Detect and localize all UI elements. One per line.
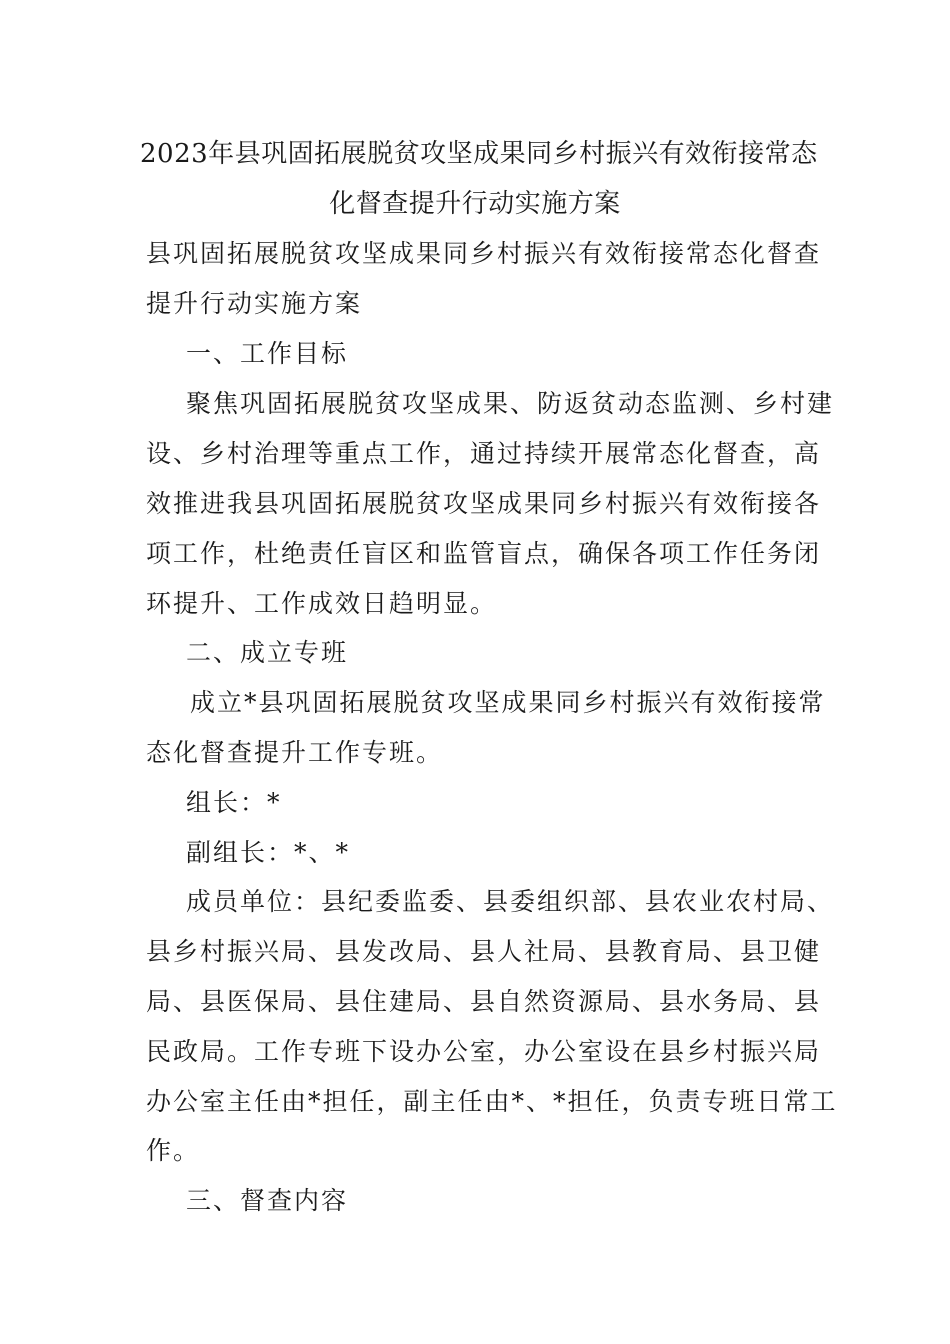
section-3-heading: 三、督查内容 [186,1186,349,1215]
subtitle-line-2: 提升行动实施方案 [146,289,363,318]
paragraph-line: 作。 [146,1136,201,1165]
paragraph-line: 民政局。工作专班下设办公室，办公室设在县乡村振兴局 [146,1037,822,1066]
paragraph-line: 成立*县巩固拓展脱贫攻坚成果同乡村振兴有效衔接常 [190,688,826,717]
deputy-leader-line: 副组长：*、* [186,838,351,867]
section-2-heading: 二、成立专班 [186,638,349,667]
paragraph-line: 成员单位：县纪委监委、县委组织部、县农业农村局、 [186,887,835,916]
paragraph-line: 县乡村振兴局、县发改局、县人社局、县教育局、县卫健 [146,937,822,966]
paragraph-line: 设、乡村治理等重点工作，通过持续开展常态化督查，高 [146,439,822,468]
paragraph-line: 办公室主任由*担任，副主任由*、*担任，负责专班日常工 [146,1087,838,1116]
leader-line: 组长：* [186,788,282,817]
paragraph-line: 聚焦巩固拓展脱贫攻坚成果、防返贫动态监测、乡村建 [186,389,835,418]
paragraph-line: 环提升、工作成效日趋明显。 [146,589,498,618]
paragraph-line: 项工作，杜绝责任盲区和监管盲点，确保各项工作任务闭 [146,539,822,568]
document-title-line-2: 化督查提升行动实施方案 [329,189,621,219]
section-1-heading: 一、工作目标 [186,339,349,368]
paragraph-line: 局、县医保局、县住建局、县自然资源局、县水务局、县 [146,987,822,1016]
document-title-line-1: 2023年县巩固拓展脱贫攻坚成果同乡村振兴有效衔接常态 [140,139,818,169]
subtitle-line-1: 县巩固拓展脱贫攻坚成果同乡村振兴有效衔接常态化督查 [146,239,822,268]
paragraph-line: 效推进我县巩固拓展脱贫攻坚成果同乡村振兴有效衔接各 [146,489,822,518]
paragraph-line: 态化督查提升工作专班。 [146,738,444,767]
